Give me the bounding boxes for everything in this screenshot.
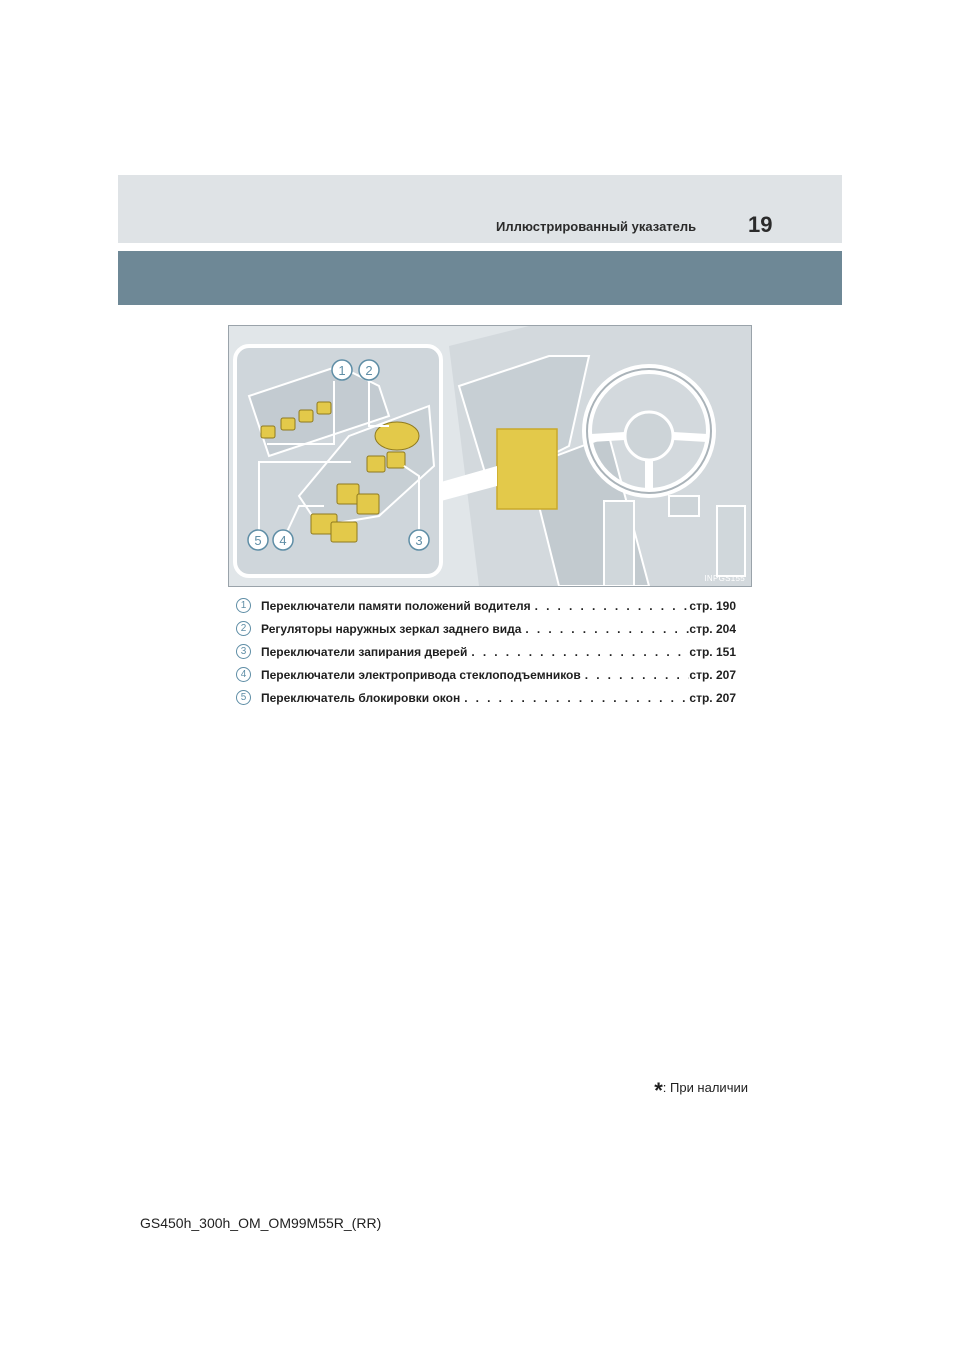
svg-text:2: 2 — [365, 363, 373, 378]
index-number-badge: 2 — [236, 621, 251, 636]
illustration-drawing — [229, 326, 751, 586]
index-page-ref[interactable]: стр. 207 — [689, 690, 736, 705]
figure-code: INPGS155 — [704, 574, 745, 583]
leader-dots — [581, 668, 690, 682]
footnote — [654, 1078, 748, 1104]
index-number-badge: 5 — [236, 690, 251, 705]
page-number: 19 — [748, 212, 773, 237]
footnote-star: * — [654, 1078, 663, 1103]
leader-dots — [531, 599, 690, 613]
header-band — [118, 175, 842, 243]
callout-5 — [248, 530, 268, 550]
index-list — [236, 594, 736, 709]
highlight-region — [497, 429, 557, 509]
index-row[interactable] — [236, 686, 736, 709]
callout-4 — [273, 530, 293, 550]
index-item-label: Переключатели электропривода стеклоподъемников — [261, 667, 581, 682]
footer-document-code: GS450h_300h_OM_OM99M55R_(RR) — [140, 1215, 382, 1231]
index-item-label: Регуляторы наружных зеркал заднего вида — [261, 621, 522, 636]
callout-2 — [359, 360, 379, 380]
leader-dots — [460, 691, 689, 705]
index-item-label: Переключатель блокировки окон — [261, 690, 461, 705]
index-item-label: Переключатели памяти положений водителя — [261, 598, 531, 613]
index-row[interactable] — [236, 640, 736, 663]
index-page-ref[interactable]: стр. 204 — [689, 621, 736, 636]
leader-dots — [467, 645, 689, 659]
footnote-text: : При наличии — [662, 1080, 748, 1095]
svg-text:4: 4 — [279, 533, 287, 548]
index-number-badge: 4 — [236, 667, 251, 682]
index-page-ref[interactable]: стр. 207 — [689, 667, 736, 682]
index-row[interactable] — [236, 663, 736, 686]
svg-text:3: 3 — [415, 533, 423, 548]
index-row[interactable] — [236, 594, 736, 617]
callout-3 — [409, 530, 429, 550]
index-number-badge: 1 — [236, 598, 251, 613]
callout-1 — [332, 360, 352, 380]
index-page-ref[interactable]: стр. 190 — [689, 598, 736, 613]
door-switch-illustration — [228, 325, 752, 587]
index-number-badge: 3 — [236, 644, 251, 659]
header-title: Иллюстрированный указатель — [496, 219, 697, 234]
index-row[interactable] — [236, 617, 736, 640]
index-item-label: Переключатели запирания дверей — [261, 644, 468, 659]
leader-dots — [521, 622, 689, 636]
section-bar — [118, 251, 842, 305]
svg-text:1: 1 — [338, 363, 346, 378]
index-page-ref[interactable]: стр. 151 — [689, 644, 736, 659]
svg-text:5: 5 — [254, 533, 262, 548]
